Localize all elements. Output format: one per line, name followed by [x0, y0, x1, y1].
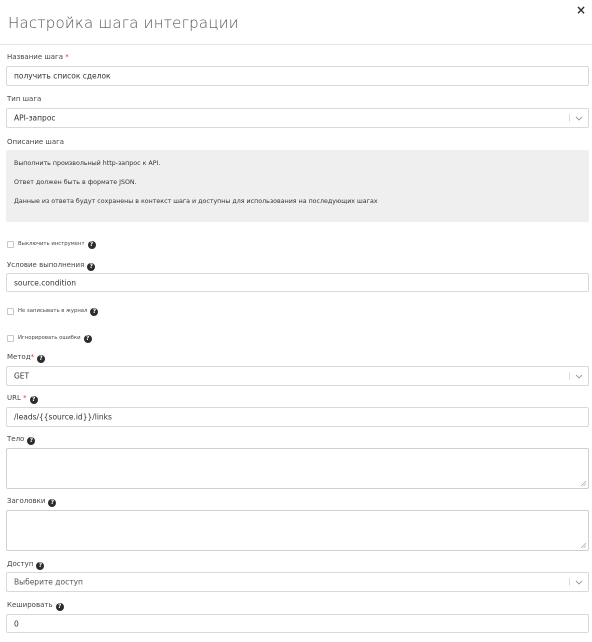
- close-icon[interactable]: ×: [575, 3, 586, 17]
- access-placeholder: Выберите доступ: [14, 577, 83, 587]
- modal-title: Настройка шага интеграции: [8, 14, 239, 32]
- question-circle-icon[interactable]: ?: [90, 308, 98, 316]
- condition-value: source.condition: [14, 278, 76, 287]
- condition-input[interactable]: [6, 273, 589, 292]
- chevron-down-icon: [574, 577, 584, 587]
- method-label: [7, 353, 45, 363]
- question-circle-icon[interactable]: ?: [48, 499, 56, 507]
- access-select[interactable]: [6, 572, 589, 592]
- method-select[interactable]: [6, 366, 589, 386]
- description-line: Данные из ответа будут сохранены в контекст шага и доступны для использования на последующих шагах: [14, 198, 378, 205]
- modal-header: [0, 0, 592, 45]
- body-label-text: Тело: [7, 435, 25, 443]
- resize-handle-icon[interactable]: [580, 480, 586, 486]
- method-label-text: Метод: [7, 353, 31, 361]
- disable-tool-label: [18, 241, 96, 249]
- ignore-errors-label-text: Игнорировать ошибки: [18, 335, 81, 341]
- step-name-label-text: Название шага: [7, 53, 64, 61]
- step-type-value: API-запрос: [14, 113, 56, 123]
- required-mark: *: [65, 53, 69, 61]
- method-value: GET: [14, 371, 30, 381]
- select-divider: [569, 578, 570, 586]
- resize-handle-icon[interactable]: [580, 542, 586, 548]
- required-mark: *: [23, 394, 27, 402]
- ignore-errors-label: [18, 335, 92, 343]
- condition-label-text: Условие выполнения: [7, 261, 85, 269]
- step-name-label: [7, 53, 69, 61]
- select-divider: [569, 372, 570, 380]
- question-circle-icon[interactable]: ?: [30, 396, 38, 404]
- cache-input[interactable]: [6, 614, 589, 633]
- question-circle-icon[interactable]: ?: [84, 335, 92, 343]
- ignore-errors-checkbox[interactable]: [7, 335, 14, 342]
- question-circle-icon[interactable]: ?: [88, 241, 96, 249]
- step-type-label: Тип шага: [7, 95, 42, 103]
- question-circle-icon[interactable]: ?: [27, 437, 35, 445]
- body-label: [7, 435, 35, 445]
- description-line: Ответ должен быть в формате JSON.: [14, 179, 137, 186]
- condition-label: [7, 261, 95, 271]
- no-log-label: [18, 308, 98, 316]
- cache-label: [7, 601, 64, 611]
- disable-tool-label-text: Выключить инструмент: [18, 241, 85, 247]
- access-label-text: Доступ: [7, 560, 34, 568]
- url-value: /leads/{{source.id}}/links: [14, 412, 112, 422]
- headers-label-text: Заголовки: [7, 497, 46, 505]
- cache-value: 0: [14, 619, 19, 628]
- question-circle-icon[interactable]: ?: [36, 562, 44, 570]
- chevron-down-icon: [574, 371, 584, 381]
- headers-label: [7, 497, 56, 507]
- description-line: Выполнить произвольный http-запрос к API.: [14, 160, 161, 167]
- url-label-text: URL: [7, 394, 21, 402]
- step-name-input[interactable]: [6, 66, 589, 86]
- step-name-value: получить список сделок: [14, 71, 111, 81]
- step-type-select[interactable]: [6, 108, 589, 128]
- select-divider: [569, 114, 570, 122]
- required-mark: *: [30, 353, 35, 361]
- cache-label-text: Кешировать: [7, 601, 53, 609]
- question-circle-icon[interactable]: ?: [56, 603, 64, 611]
- description-box: [6, 150, 589, 222]
- access-label: [7, 560, 44, 570]
- no-log-checkbox[interactable]: [7, 308, 14, 315]
- question-circle-icon[interactable]: ?: [37, 355, 45, 363]
- disable-tool-checkbox[interactable]: [7, 241, 14, 248]
- url-input[interactable]: [6, 407, 589, 427]
- description-label: Описание шага: [7, 138, 65, 146]
- body-textarea[interactable]: [6, 448, 589, 489]
- chevron-down-icon: [574, 113, 584, 123]
- no-log-label-text: Не записывать в журнал: [18, 308, 88, 314]
- question-circle-icon[interactable]: ?: [87, 263, 95, 271]
- url-label: [7, 394, 38, 404]
- headers-textarea[interactable]: [6, 510, 589, 551]
